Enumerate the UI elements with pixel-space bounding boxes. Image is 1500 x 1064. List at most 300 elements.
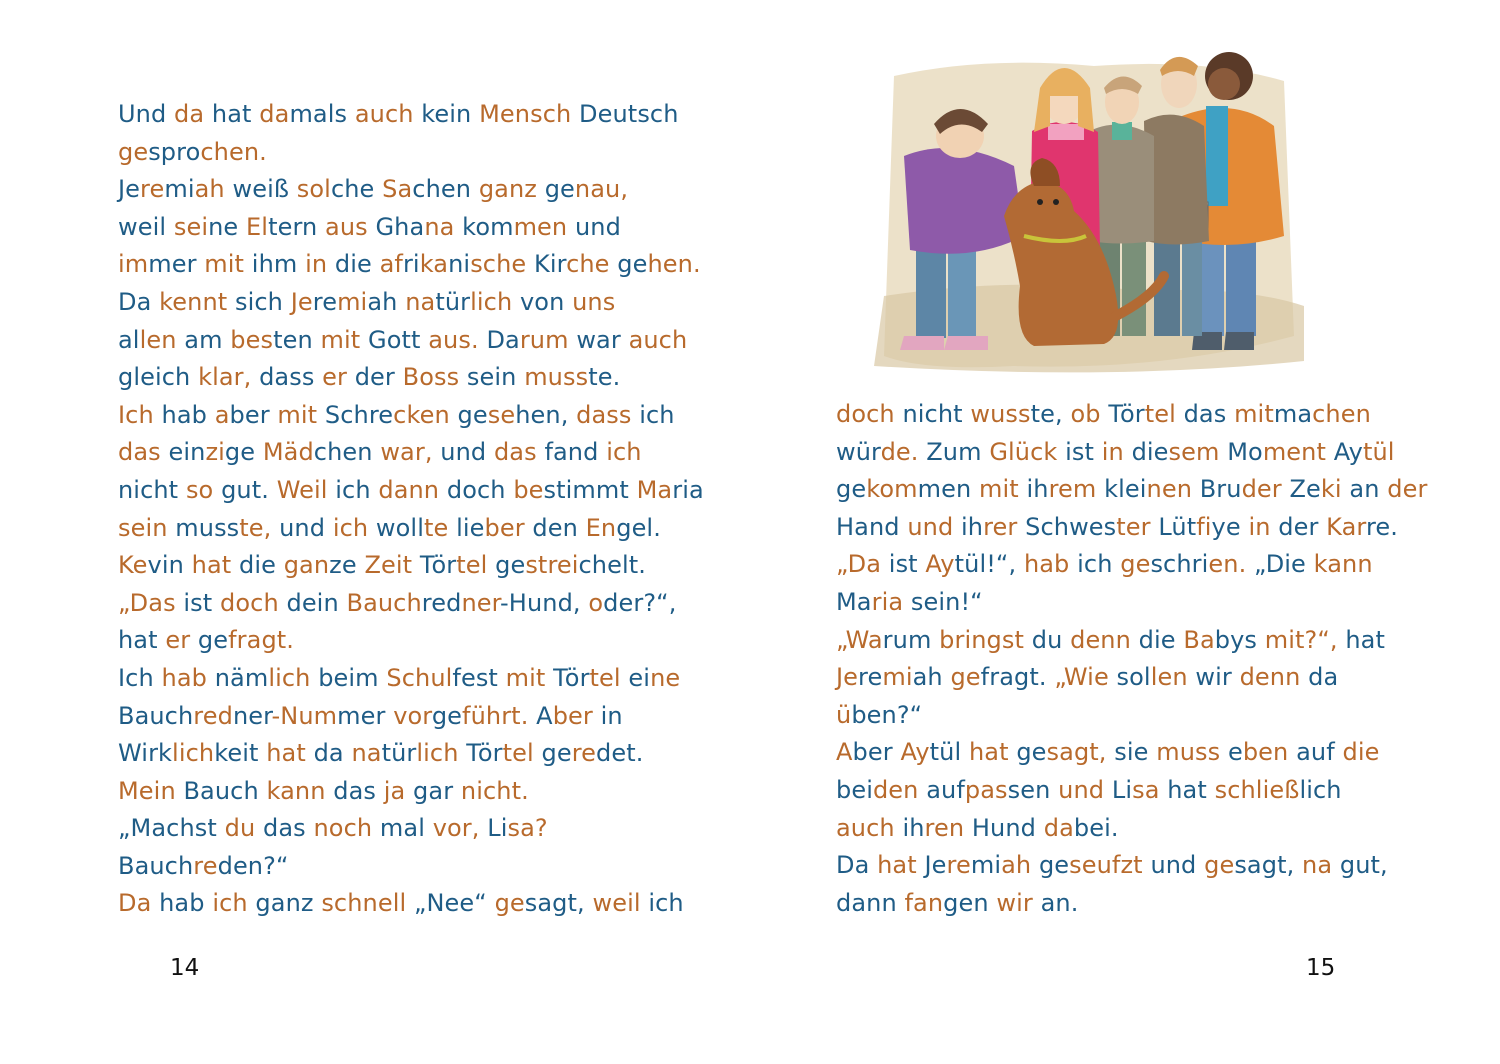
syllable: auf — [1296, 738, 1343, 767]
syllable: doch — [836, 400, 903, 428]
syllable: ge — [1204, 851, 1235, 880]
syllable: beim — [318, 663, 387, 692]
syllable: Bauch — [346, 588, 422, 617]
syllable: mi — [337, 287, 368, 316]
syllable: Ay — [1333, 437, 1363, 466]
syllable: ah — [912, 663, 951, 692]
syllable: Bauch — [118, 701, 194, 730]
syllable: mi — [970, 851, 1002, 880]
text-line — [836, 622, 1427, 660]
syllable: bys — [1214, 625, 1265, 654]
syllable: hab — [161, 663, 215, 692]
syllable: die — [1342, 738, 1380, 767]
syllable: chelt. — [578, 551, 646, 580]
syllable: von — [519, 287, 573, 316]
syllable: Bru — [1199, 475, 1242, 504]
syllable: kein — [421, 100, 480, 128]
syllable: weil — [592, 889, 649, 918]
syllable: Glück — [989, 437, 1066, 466]
syllable: na — [424, 212, 463, 241]
text-line — [836, 847, 1427, 885]
syllable: chen — [313, 438, 381, 467]
syllable: hat — [1345, 625, 1385, 654]
syllable: Ze — [1289, 475, 1321, 504]
syllable: „Da — [836, 550, 889, 579]
syllable: näm — [214, 663, 269, 692]
text-line — [836, 810, 1427, 848]
text-line — [118, 134, 704, 172]
syllable: sagt, — [1046, 738, 1115, 767]
syllable: Gha — [375, 212, 425, 241]
syllable: lich — [1299, 775, 1342, 804]
syllable: ni — [448, 250, 471, 279]
text-line — [836, 734, 1427, 772]
syllable: ren — [924, 813, 972, 842]
syllable: ist — [183, 588, 221, 617]
syllable: ich — [332, 513, 376, 542]
syllable: Mensch — [479, 100, 580, 128]
syllable: schließ — [1214, 775, 1300, 804]
syllable: tül — [929, 738, 969, 767]
syllable: nicht — [902, 400, 971, 428]
syllable: im — [118, 250, 149, 279]
syllable: und — [440, 438, 494, 467]
syllable: tel — [502, 739, 542, 768]
syllable: Ay — [925, 550, 955, 579]
syllable: -Num — [271, 701, 338, 730]
syllable: Wirk — [118, 739, 173, 768]
syllable: Mäd — [262, 438, 314, 467]
syllable: vin — [147, 551, 192, 580]
syllable: ner — [232, 701, 272, 730]
syllable: auch — [628, 325, 688, 354]
syllable: da — [1043, 813, 1074, 842]
syllable: ka — [419, 250, 449, 279]
syllable: na — [1302, 851, 1340, 880]
syllable: ma — [1273, 400, 1313, 428]
syllable: „Wa — [836, 625, 883, 654]
syllable: ih — [961, 512, 984, 541]
text-line — [118, 171, 704, 209]
syllable: der — [1241, 475, 1290, 504]
text-line — [118, 773, 704, 811]
syllable: Schul — [386, 663, 453, 692]
syllable: en. — [1208, 550, 1255, 579]
syllable: sche — [470, 250, 535, 279]
syllable: ber — [484, 513, 533, 542]
syllable: gar — [413, 776, 461, 805]
syllable: kann — [1313, 550, 1373, 579]
syllable: Ma — [836, 587, 872, 616]
syllable: und — [1058, 775, 1112, 804]
syllable: dass — [259, 363, 323, 392]
syllable: strei — [525, 551, 579, 580]
syllable: ge — [617, 250, 648, 279]
syllable: fest — [452, 663, 506, 692]
text-line — [118, 434, 704, 472]
syllable: ge — [197, 626, 229, 655]
syllable: hab — [1023, 550, 1078, 579]
syllable: doch — [446, 475, 514, 504]
syllable: hat — [877, 851, 925, 880]
syllable: der — [1278, 512, 1327, 541]
syllable: sa — [1132, 775, 1168, 804]
syllable: ne — [208, 212, 247, 241]
syllable: fragt. — [228, 626, 295, 655]
syllable: ber — [229, 400, 278, 429]
syllable: hat — [968, 738, 1017, 767]
syllable: denn — [1070, 625, 1139, 654]
syllable: ge — [1038, 851, 1070, 880]
syllable: ri — [402, 250, 420, 279]
syllable: Tör — [419, 551, 457, 580]
syllable: gel. — [616, 513, 661, 542]
syllable: ben?“ — [851, 700, 923, 729]
syllable: re — [946, 851, 971, 880]
syllable: mi — [164, 175, 195, 204]
syllable: chen. — [200, 137, 267, 166]
syllable: ah — [367, 287, 406, 316]
syllable: war, — [380, 438, 441, 467]
syllable: mit — [204, 250, 252, 279]
syllable: „Das — [118, 588, 184, 617]
syllable: den?“ — [217, 851, 289, 880]
text-line — [118, 848, 704, 886]
syllable: sol — [296, 175, 331, 204]
syllable: ten — [273, 325, 321, 354]
syllable: da — [313, 739, 352, 768]
syllable: mals — [289, 100, 355, 128]
text-line — [118, 510, 704, 548]
syllable: tür — [435, 287, 471, 316]
syllable: mit — [277, 400, 325, 429]
syllable: ih — [1026, 475, 1049, 504]
syllable: ge — [950, 663, 981, 692]
syllable: Ay — [900, 738, 930, 767]
syllable: af — [379, 250, 403, 279]
syllable: ge — [1120, 550, 1151, 579]
syllable: ei — [628, 663, 651, 692]
syllable: ü — [836, 700, 852, 729]
syllable: Hand — [836, 512, 908, 541]
syllable: Ich — [118, 400, 162, 429]
syllable: dann — [836, 888, 905, 917]
syllable: du — [1031, 625, 1071, 654]
syllable: re — [571, 739, 597, 768]
syllable: Je — [924, 851, 947, 880]
text-line — [118, 810, 704, 848]
syllable: che — [330, 175, 383, 204]
syllable: de. — [880, 437, 927, 466]
syllable: tel — [456, 551, 496, 580]
syllable: ge — [836, 475, 867, 504]
syllable: sagt, — [524, 889, 593, 918]
text-line — [836, 471, 1427, 509]
syllable: Ba — [1183, 625, 1215, 654]
syllable: mit — [320, 325, 369, 354]
syllable: nicht — [118, 475, 186, 504]
syllable: führt. — [462, 701, 537, 730]
syllable: nen — [1146, 475, 1200, 504]
text-line — [118, 359, 704, 397]
syllable: re. — [1365, 512, 1398, 541]
syllable: wür — [836, 437, 881, 466]
syllable: Deutsch — [579, 100, 679, 128]
syllable: ich — [648, 889, 684, 918]
syllable: al — [118, 325, 140, 354]
syllable: zi — [205, 438, 225, 467]
syllable: stimmt — [543, 475, 637, 504]
syllable: rem — [1048, 475, 1105, 504]
syllable: mal — [379, 814, 433, 843]
text-line — [118, 735, 704, 773]
syllable: sa? — [507, 814, 548, 843]
syllable: bei. — [1073, 813, 1119, 842]
syllable: sem — [1168, 437, 1228, 466]
syllable: Zeit — [364, 551, 420, 580]
syllable: kom — [866, 475, 918, 504]
syllable: re — [193, 851, 218, 880]
syllable: der?“, — [603, 588, 677, 617]
syllable: Mein — [118, 776, 184, 805]
syllable: gen — [943, 888, 997, 917]
syllable: ber — [552, 701, 601, 730]
syllable: -Hund, — [500, 588, 589, 617]
syllable: re — [312, 287, 338, 316]
syllable: in — [600, 701, 623, 730]
syllable: pas — [964, 775, 1008, 804]
syllable: ge — [457, 400, 488, 429]
syllable: da — [1308, 663, 1339, 692]
page-number-left: 14 — [170, 955, 200, 981]
syllable: die — [1131, 437, 1169, 466]
syllable: hat — [118, 626, 166, 655]
text-line — [836, 697, 1427, 735]
syllable: tel — [1144, 400, 1184, 428]
syllable: Da — [118, 889, 160, 918]
syllable: Gott — [368, 325, 429, 354]
syllable: red — [193, 701, 233, 730]
syllable: ein — [168, 438, 206, 467]
syllable: an — [1349, 475, 1388, 504]
syllable: mit — [979, 475, 1027, 504]
syllable: re — [140, 175, 165, 204]
syllable: e — [1227, 738, 1243, 767]
syllable: na — [405, 287, 436, 316]
syllable: te. — [588, 363, 621, 392]
syllable: ganz — [255, 889, 322, 918]
syllable: hen, — [515, 400, 577, 429]
syllable: nau, — [574, 175, 629, 204]
syllable: „Wie — [1054, 663, 1117, 692]
syllable: Zum — [926, 437, 990, 466]
syllable: che — [566, 250, 618, 279]
syllable: ner — [461, 588, 501, 617]
syllable: Ma — [636, 475, 673, 504]
syllable: Bauch — [118, 851, 194, 880]
syllable: ah — [1001, 851, 1039, 880]
syllable: chen — [1312, 400, 1371, 428]
text-line — [118, 322, 704, 360]
syllable: und — [279, 513, 333, 542]
syllable: tern — [268, 212, 326, 241]
text-line — [118, 246, 704, 284]
syllable: gut. — [221, 475, 277, 504]
syllable: „Machst — [118, 814, 225, 843]
syllable: En — [585, 513, 617, 542]
syllable: nicht. — [460, 776, 529, 805]
syllable: „Nee“ — [413, 889, 495, 918]
text-line — [118, 284, 704, 322]
syllable: fi — [1196, 512, 1212, 541]
syllable: te — [423, 513, 457, 542]
syllable: seufzt — [1069, 851, 1151, 880]
syllable: mit — [1234, 400, 1274, 428]
syllable: sein — [118, 513, 176, 542]
syllable: ge — [544, 175, 575, 204]
syllable: auch — [354, 100, 422, 128]
syllable: red — [421, 588, 462, 617]
syllable: die — [239, 551, 284, 580]
syllable: fand — [544, 438, 607, 467]
text-line — [836, 396, 1427, 434]
syllable: ter — [1116, 512, 1159, 541]
syllable: am — [184, 325, 231, 354]
syllable: war — [576, 325, 629, 354]
syllable: tül — [1362, 437, 1395, 466]
text-line — [118, 96, 704, 134]
syllable: te, — [1030, 400, 1071, 428]
syllable: keit — [214, 739, 267, 768]
syllable: kom — [462, 212, 514, 241]
syllable: Schre — [324, 400, 394, 429]
syllable: ber — [852, 738, 901, 767]
syllable: das — [493, 438, 545, 467]
syllable: „Die — [1254, 550, 1314, 579]
syllable: Ke — [118, 551, 148, 580]
syllable: ich — [335, 475, 379, 504]
text-line — [836, 885, 1427, 923]
syllable: Lüt — [1158, 512, 1197, 541]
text-line — [118, 547, 704, 585]
syllable: sagt, — [1234, 851, 1303, 880]
syllable: denn — [1239, 663, 1309, 692]
syllable: aus. — [428, 325, 487, 354]
text-line — [836, 659, 1427, 697]
syllable: Tör — [1108, 400, 1145, 428]
syllable: muss — [1156, 738, 1228, 767]
syllable: len — [139, 325, 185, 354]
syllable: hat — [191, 551, 239, 580]
text-line — [836, 509, 1427, 547]
syllable: uns — [572, 287, 616, 316]
syllable: spro — [148, 137, 201, 166]
syllable: den — [532, 513, 586, 542]
syllable: re — [858, 663, 883, 692]
syllable: ihm — [251, 250, 306, 279]
syllable: len — [1150, 663, 1196, 692]
syllable: Da — [486, 325, 520, 354]
syllable: ria — [871, 587, 911, 616]
syllable: Da — [836, 851, 878, 880]
syllable: ki — [1320, 475, 1350, 504]
syllable: fan — [904, 888, 944, 917]
right-page — [750, 0, 1500, 1064]
syllable: ganz — [478, 175, 545, 204]
syllable: sich — [235, 287, 291, 316]
syllable: ge — [494, 889, 525, 918]
syllable: ge — [495, 551, 526, 580]
syllable: A — [536, 701, 553, 730]
syllable: muss — [175, 513, 240, 542]
syllable: Da — [118, 287, 160, 316]
syllable: rum — [519, 325, 577, 354]
syllable: auch — [836, 813, 903, 842]
text-line — [118, 397, 704, 435]
syllable: te, — [239, 513, 280, 542]
syllable: das — [118, 438, 169, 467]
syllable: det. — [596, 739, 644, 768]
syllable: ye — [1211, 512, 1249, 541]
syllable: so — [185, 475, 222, 504]
syllable: Je — [290, 287, 313, 316]
syllable: Kir — [534, 250, 567, 279]
syllable: mit?“, — [1264, 625, 1346, 654]
syllable: kennt — [159, 287, 235, 316]
right-page-text — [836, 396, 1427, 922]
syllable: ist — [1065, 437, 1102, 466]
syllable: vor — [393, 701, 432, 730]
syllable: das — [333, 776, 384, 805]
syllable: Sa — [382, 175, 413, 204]
syllable: den — [872, 775, 927, 804]
syllable: Und — [118, 100, 175, 128]
syllable: und — [907, 512, 962, 541]
syllable: dann — [378, 475, 447, 504]
syllable: Bauch — [183, 776, 267, 805]
syllable: kann — [266, 776, 334, 805]
syllable: El — [246, 212, 269, 241]
syllable: lich — [268, 663, 319, 692]
syllable: Li — [1111, 775, 1133, 804]
syllable: mit — [505, 663, 554, 692]
syllable: Je — [836, 663, 859, 692]
syllable: lich — [172, 739, 215, 768]
syllable: ich — [1077, 550, 1121, 579]
syllable: ist — [888, 550, 926, 579]
syllable: ria — [672, 475, 704, 504]
syllable: und — [1150, 851, 1205, 880]
syllable: bringst — [939, 625, 1032, 654]
syllable: A — [836, 738, 853, 767]
syllable: hab — [159, 889, 213, 918]
syllable: woll — [375, 513, 424, 542]
syllable: sol — [1116, 663, 1151, 692]
syllable: rum — [882, 625, 940, 654]
syllable: schri — [1150, 550, 1209, 579]
syllable: Tör — [553, 663, 590, 692]
syllable: ge — [1016, 738, 1047, 767]
syllable: a — [214, 400, 230, 429]
syllable: wuss — [970, 400, 1031, 428]
text-line — [118, 472, 704, 510]
syllable: mer — [337, 701, 394, 730]
syllable: ge — [431, 701, 463, 730]
syllable: lie — [456, 513, 485, 542]
syllable: mi — [882, 663, 913, 692]
text-line — [118, 622, 704, 660]
syllable: schnell — [321, 889, 414, 918]
